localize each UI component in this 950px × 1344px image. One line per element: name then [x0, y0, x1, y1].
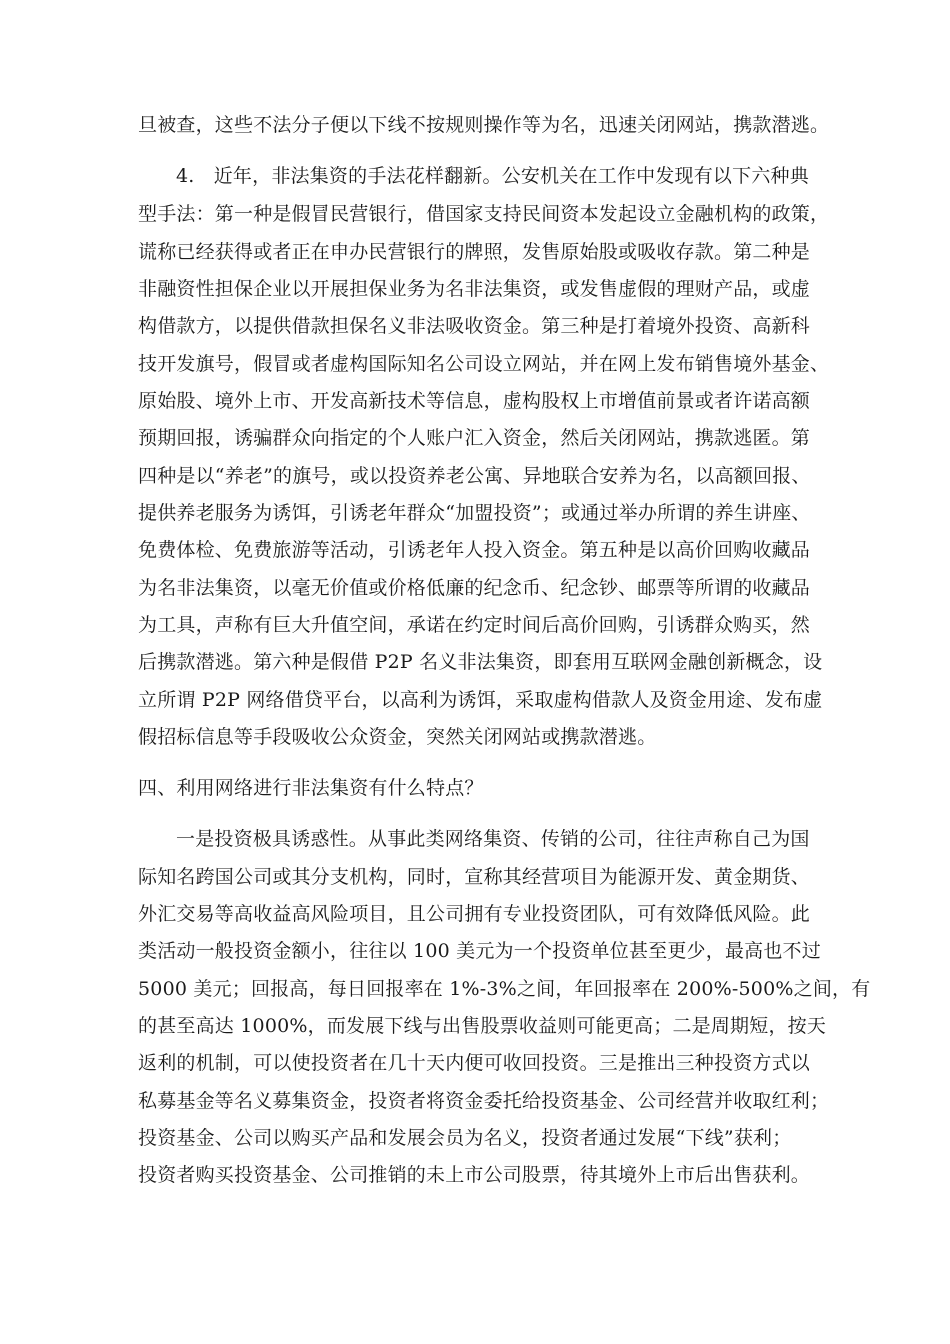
text-line: 谎称已经获得或者正在申办民营银行的牌照，发售原始股或吸收存款。第二种是: [138, 241, 811, 263]
text-line: 为名非法集资，以毫无价值或价格低廉的纪念币、纪念钞、邮票等所谓的收藏品: [138, 577, 811, 599]
text-line: 免费体检、免费旅游等活动，引诱老年人投入资金。第五种是以高价回购收藏品: [138, 539, 811, 561]
text-line: 的甚至高达 1000%，而发展下线与出售股票收益则可能更高；二是周期短，按天: [138, 1015, 827, 1037]
text-line: 技开发旗号，假冒或者虚构国际知名公司设立网站，并在网上发布销售境外基金、: [138, 353, 830, 375]
text-line: 投资者购买投资基金、公司推销的未上市公司股票，待其境外上市后出售获利。: [138, 1164, 811, 1186]
text-line: 型手法：第一种是假冒民营银行，借国家支持民间资本发起设立金融机构的政策，: [138, 203, 830, 225]
text-line: 原始股、境外上市、开发高新技术等信息，虚构股权上市增值前景或者许诺高额: [138, 390, 811, 412]
text-line: 私募基金等名义募集资金，投资者将资金委托给投资基金、公司经营并收取红利；: [138, 1090, 830, 1112]
text-line: 返利的机制，可以使投资者在几十天内便可收回投资。三是推出三种投资方式以: [138, 1052, 811, 1074]
text-line: 外汇交易等高收益高风险项目，且公司拥有专业投资团队，可有效降低风险。此: [138, 903, 811, 925]
text-line: 际知名跨国公司或其分支机构，同时，宣称其经营项目为能源开发、黄金期货、: [138, 866, 811, 888]
text-line: 为工具，声称有巨大升值空间，承诺在约定时间后高价回购，引诱群众购买，然: [138, 614, 811, 636]
text-line: 后携款潜逃。第六种是假借 P2P 名义非法集资，即套用互联网金融创新概念，设: [138, 651, 823, 673]
text-line: 预期回报，诱骗群众向指定的个人账户汇入资金，然后关闭网站，携款逃匿。第: [138, 427, 811, 449]
text-line: 类活动一般投资金额小，往往以 100 美元为一个投资单位甚至更少，最高也不过: [138, 940, 821, 962]
text-line: 4. 近年，非法集资的手法花样翻新。公安机关在工作中发现有以下六种典: [176, 165, 809, 187]
text-line: 一是投资极具诱惑性。从事此类网络集资、传销的公司，往往声称自己为国: [176, 828, 810, 850]
text-line: 5000 美元；回报高，每日回报率在 1%-3%之间，年回报率在 200%-500%之间，有: [138, 978, 871, 1000]
text-line: 非融资性担保企业以开展担保业务为名非法集资，或发售虚假的理财产品，或虚: [138, 278, 811, 300]
section-heading: 四、利用网络进行非法集资有什么特点？: [138, 777, 484, 799]
text-line: 假招标信息等手段吸收公众资金，突然关闭网站或携款潜逃。: [138, 726, 657, 748]
text-line: 提供养老服务为诱饵，引诱老年群众“加盟投资”；或通过举办所谓的养生讲座、: [138, 502, 811, 524]
text-line: 构借款方，以提供借款担保名义非法吸收资金。第三种是打着境外投资、高新科: [138, 315, 811, 337]
text-line: 投资基金、公司以购买产品和发展会员为名义，投资者通过发展“下线”获利；: [138, 1127, 792, 1149]
text-line: 四种是以“养老”的旗号，或以投资养老公寓、异地联合安养为名，以高额回报、: [138, 465, 811, 487]
text-line: 旦被查，这些不法分子便以下线不按规则操作等为名，迅速关闭网站，携款潜逃。: [138, 114, 830, 136]
text-line: 立所谓 P2P 网络借贷平台，以高利为诱饵，采取虚构借款人及资金用途、发布虚: [138, 689, 823, 711]
